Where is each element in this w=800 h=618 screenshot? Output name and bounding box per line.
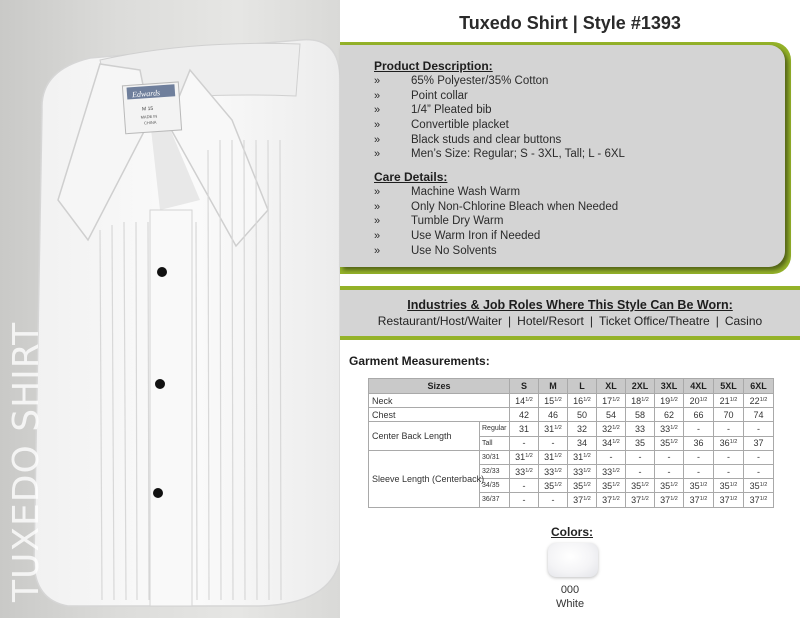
color-name: White [555,598,585,610]
bullet-mark: » [374,215,381,228]
table-cell: 33 [626,422,655,436]
table-cell: 37 [744,436,774,450]
industries-heading: Industries & Job Roles Where This Style Can Be Worn: [407,298,733,312]
bullet-mark: » [374,244,381,257]
sub-label: 34/35 [480,479,510,493]
table-cell: - [597,450,626,464]
label-brand-text: Edwards [131,88,161,100]
product-photo [0,0,340,618]
list-item [374,147,625,162]
industries-list [340,314,800,328]
row-label: Sleeve Length (Centerback) [369,450,480,507]
table-cell: $14^{1/2}$ [510,394,539,408]
product-description-list [374,74,625,162]
sub-label: 36/37 [480,493,510,507]
industry-role: Ticket Office/Theatre [599,314,710,328]
table-cell: $35^{1/2}$ [684,479,714,493]
table-cell: - [714,464,744,478]
product-description-heading: Product Description: [374,59,493,73]
table-cell: $21^{1/2}$ [714,394,744,408]
table-cell: $37^{1/2}$ [655,493,684,507]
table-cell: $35^{1/2}$ [597,479,626,493]
table-cell: $35^{1/2}$ [744,479,774,493]
table-header-row [369,379,774,394]
table-cell: $35^{1/2}$ [539,479,568,493]
measurements-table [368,378,774,508]
list-item [374,103,625,118]
table-cell: $37^{1/2}$ [568,493,597,507]
table-cell: - [539,493,568,507]
table-cell: $19^{1/2}$ [655,394,684,408]
table-cell: $33^{1/2}$ [568,464,597,478]
care-item: Use Warm Iron if Needed [411,230,541,243]
row-label: Neck [369,394,510,408]
description-item: Point collar [411,89,468,102]
table-cell: - [510,479,539,493]
stud-icon [153,488,163,498]
list-item [374,74,625,89]
table-cell: - [510,493,539,507]
table-cell: 32 [568,422,597,436]
care-item: Tumble Dry Warm [411,215,504,228]
tuxedo-shirt-image [0,0,340,618]
table-cell: $32^{1/2}$ [597,422,626,436]
table-cell: $37^{1/2}$ [626,493,655,507]
table-row [369,422,774,436]
list-item [374,229,618,244]
row-label: Chest [369,408,510,422]
list-item [374,185,618,200]
table-cell: - [655,464,684,478]
table-cell: $35^{1/2}$ [655,436,684,450]
table-cell: $35^{1/2}$ [714,479,744,493]
size-header: 4XL [684,379,714,394]
table-cell: 50 [568,408,597,422]
care-item: Use No Solvents [411,244,497,257]
separator: | [508,314,512,328]
table-cell: - [626,450,655,464]
industry-role: Hotel/Resort [517,314,584,328]
industries-panel [340,290,800,336]
sub-label: Regular [480,422,510,436]
side-title: TUXEDO SHIRT [6,321,47,602]
size-header: 5XL [714,379,744,394]
list-item [374,118,625,133]
sub-label: 32/33 [480,464,510,478]
table-cell: $35^{1/2}$ [568,479,597,493]
table-cell: - [684,450,714,464]
table-cell: $37^{1/2}$ [744,493,774,507]
table-cell: 42 [510,408,539,422]
table-cell: 58 [626,408,655,422]
table-cell: $31^{1/2}$ [539,450,568,464]
table-cell: $36^{1/2}$ [714,436,744,450]
table-cell: $31^{1/2}$ [568,450,597,464]
description-item: Black studs and clear buttons [411,133,562,146]
industry-role: Casino [724,314,763,328]
table-cell: $37^{1/2}$ [684,493,714,507]
table-cell: 46 [539,408,568,422]
row-label: Center Back Length [369,422,480,450]
bullet-mark: » [374,230,381,243]
list-item [374,244,618,259]
table-cell: $37^{1/2}$ [597,493,626,507]
product-title: Tuxedo Shirt | Style #1393 [459,13,681,33]
bullet-mark: » [374,133,381,146]
list-item [374,214,618,229]
care-details-list [374,185,618,258]
table-cell: 31 [510,422,539,436]
table-cell: 74 [744,408,774,422]
description-item: Men’s Size: Regular; S - 3XL, Tall; L - 6XL [411,148,625,161]
size-header: S [510,379,539,394]
table-cell: $18^{1/2}$ [626,394,655,408]
table-row [369,394,774,408]
table-cell: $31^{1/2}$ [510,450,539,464]
table-cell: $31^{1/2}$ [539,422,568,436]
bullet-mark: » [374,186,381,198]
sizes-header: Sizes [369,379,510,394]
table-cell: - [744,422,774,436]
table-cell: $33^{1/2}$ [655,422,684,436]
table-cell: $20^{1/2}$ [684,394,714,408]
table-cell: 34 [568,436,597,450]
bullet-mark: » [374,89,381,102]
sub-label: 30/31 [480,450,510,464]
color-code: 000 [560,584,580,596]
label-origin-text: MADE IN [140,113,158,120]
sub-label: Tall [480,436,510,450]
table-cell: $35^{1/2}$ [626,479,655,493]
table-cell: $33^{1/2}$ [539,464,568,478]
table-cell: $33^{1/2}$ [597,464,626,478]
table-cell: 66 [684,408,714,422]
label-size-text: M 15 [141,105,154,113]
table-cell: - [684,464,714,478]
label-origin-text-2: CHINA [143,119,157,126]
table-cell: 36 [684,436,714,450]
description-item: Convertible placket [411,119,509,132]
stud-icon [155,379,165,389]
list-item [374,133,625,148]
care-item: Machine Wash Warm [411,186,521,198]
care-item: Only Non-Chlorine Bleach when Needed [411,200,619,213]
size-header: XL [597,379,626,394]
table-cell: 62 [655,408,684,422]
bullet-mark: » [374,148,381,161]
table-cell: - [714,450,744,464]
stud-icon [157,267,167,277]
table-cell: 35 [626,436,655,450]
table-cell: - [626,464,655,478]
color-swatch-white[interactable] [548,543,598,577]
size-header: 2XL [626,379,655,394]
table-cell: 70 [714,408,744,422]
description-item: 65% Polyester/35% Cotton [411,75,549,87]
table-cell: - [684,422,714,436]
table-cell: - [744,450,774,464]
colors-heading: Colors: [551,525,593,539]
table-cell: 54 [597,408,626,422]
table-cell: - [539,436,568,450]
size-header: M [539,379,568,394]
size-header: 3XL [655,379,684,394]
table-row [369,450,774,464]
table-cell: $37^{1/2}$ [714,493,744,507]
separator: | [589,314,593,328]
table-cell: $35^{1/2}$ [655,479,684,493]
care-details-heading: Care Details: [374,170,448,184]
industry-role: Restaurant/Host/Waiter [377,314,503,328]
bullet-mark: » [374,200,381,213]
table-cell: - [714,422,744,436]
bullet-mark: » [374,75,381,87]
table-cell: $34^{1/2}$ [597,436,626,450]
size-header: L [568,379,597,394]
table-cell: $33^{1/2}$ [510,464,539,478]
table-cell: $15^{1/2}$ [539,394,568,408]
bullet-mark: » [374,104,381,117]
table-cell: $17^{1/2}$ [597,394,626,408]
list-item [374,200,618,215]
separator: | [715,314,719,328]
table-cell: - [510,436,539,450]
list-item [374,89,625,104]
description-item: 1/4” Pleated bib [411,104,492,117]
table-cell: - [655,450,684,464]
table-cell: - [744,464,774,478]
bullet-mark: » [374,119,381,132]
measurements-heading: Garment Measurements: [349,354,490,368]
size-header: 6XL [744,379,774,394]
table-cell: $22^{1/2}$ [744,394,774,408]
table-cell: $16^{1/2}$ [568,394,597,408]
table-row [369,408,774,422]
